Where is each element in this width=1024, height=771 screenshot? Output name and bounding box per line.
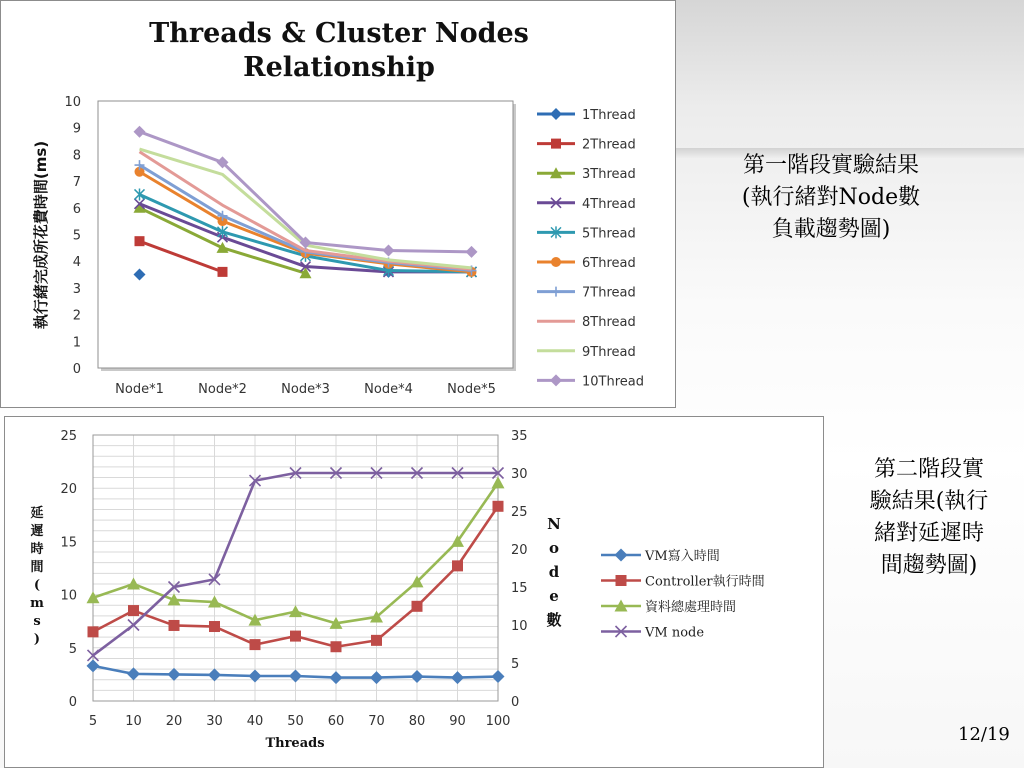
- data-point: [169, 620, 180, 631]
- stage2-note-line: 第二階段實: [873, 457, 984, 482]
- y2-tick-label: 15: [511, 581, 528, 596]
- legend-label: 6Thread: [582, 256, 636, 271]
- x-tick-label: 90: [449, 714, 466, 729]
- y-axis-label-char: ): [33, 632, 41, 647]
- data-point: [128, 605, 139, 616]
- y-tick-label: 10: [64, 95, 81, 110]
- y-tick-label: 20: [60, 482, 77, 498]
- x-tick-label: 70: [368, 714, 385, 729]
- data-point: [209, 621, 220, 632]
- y-axis-label-char: s: [33, 614, 41, 629]
- chart-threads-nodes: [0, 0, 676, 408]
- y-axis-label: 執行緒完成所花費時間(ms): [32, 140, 50, 330]
- legend-marker: [615, 549, 628, 562]
- x-tick-label: Node*4: [364, 382, 413, 397]
- plot-area: [98, 101, 513, 368]
- y-tick-label: 6: [72, 201, 81, 217]
- y-tick-label: 2: [72, 308, 81, 324]
- legend-label: 3Thread: [582, 167, 636, 183]
- y2-axis-label-char: d: [548, 563, 560, 581]
- legend-label: 資料總處理時間: [645, 600, 737, 615]
- y-tick-label: 10: [60, 588, 77, 604]
- legend-label: 1Thread: [582, 108, 636, 123]
- data-point: [493, 501, 504, 512]
- stage1-note-line: 負載趨勢圖): [771, 217, 891, 242]
- stage2-note-line: 驗結果(執行: [869, 489, 989, 514]
- data-point: [218, 267, 228, 277]
- data-point: [289, 605, 302, 617]
- y-tick-label: 1: [72, 335, 81, 351]
- y2-tick-label: 35: [511, 429, 528, 444]
- y-tick-label: 25: [60, 429, 77, 444]
- legend-label: 8Thread: [582, 315, 636, 331]
- legend-label: 5Thread: [582, 226, 636, 242]
- y2-tick-label: 30: [511, 467, 528, 482]
- x-axis-label: Threads: [265, 736, 325, 751]
- y2-axis-label-char: N: [547, 515, 561, 533]
- legend-marker: [551, 139, 561, 149]
- data-point: [290, 631, 301, 642]
- x-tick-label: Node*3: [281, 382, 330, 397]
- y-tick-label: 0: [68, 695, 77, 710]
- y-tick-label: 7: [72, 175, 81, 191]
- data-point: [370, 671, 383, 684]
- data-point: [452, 560, 463, 571]
- legend-marker: [550, 374, 562, 386]
- data-point: [87, 659, 100, 672]
- y-axis-label-char: 時: [30, 542, 44, 557]
- legend-marker: [551, 257, 561, 267]
- stage2-note-line: 緒對延遲時: [873, 521, 984, 546]
- legend-label: VM寫入時間: [645, 549, 720, 564]
- x-tick-label: 10: [125, 714, 142, 729]
- chart1-svg: [1, 1, 675, 407]
- stage1-note-line: 第一階段實驗結果: [742, 153, 919, 178]
- data-point: [289, 669, 302, 682]
- x-tick-label: Node*1: [115, 382, 164, 397]
- y-tick-label: 4: [72, 255, 81, 271]
- data-point: [330, 671, 343, 684]
- x-tick-label: 20: [165, 714, 183, 729]
- data-point: [249, 669, 262, 682]
- page-number: 12/19: [958, 724, 1010, 745]
- y-tick-label: 8: [72, 148, 81, 164]
- chart-title: Relationship: [243, 52, 435, 83]
- y-axis-label-char: m: [30, 596, 44, 611]
- y2-tick-label: 10: [511, 619, 528, 634]
- chart-latency: [4, 416, 824, 768]
- y-tick-label: 5: [72, 228, 81, 244]
- data-point: [88, 626, 99, 637]
- legend-label: 2Thread: [582, 137, 636, 153]
- legend-label: 10Thread: [582, 374, 644, 390]
- legend-label: 7Thread: [582, 285, 636, 301]
- x-tick-label: 80: [408, 714, 426, 729]
- legend-label: Controller執行時間: [645, 574, 765, 590]
- x-tick-label: 5: [88, 714, 98, 729]
- x-tick-label: 60: [327, 714, 345, 729]
- y-axis-label-char: 延: [30, 506, 44, 521]
- y-tick-label: 3: [72, 281, 81, 297]
- y2-axis-label-char: o: [548, 539, 560, 557]
- y2-axis-label-char: e: [549, 587, 559, 605]
- legend-marker: [551, 287, 561, 297]
- legend-marker: [550, 108, 562, 120]
- data-point: [411, 670, 424, 683]
- x-tick-label: Node*5: [447, 382, 496, 397]
- x-tick-label: Node*2: [198, 382, 247, 397]
- y2-tick-label: 5: [511, 657, 520, 672]
- y2-tick-label: 25: [511, 505, 528, 520]
- data-point: [492, 670, 505, 683]
- x-tick-label: 30: [206, 714, 223, 729]
- data-point: [451, 671, 464, 684]
- legend-label: 4Thread: [582, 196, 636, 212]
- legend-marker: [616, 575, 627, 586]
- stage2-note-line: 間趨勢圖): [880, 553, 978, 578]
- data-point: [371, 635, 382, 646]
- y2-tick-label: 20: [511, 543, 528, 558]
- chart-title: Threads & Cluster Nodes: [149, 18, 529, 49]
- y-axis-label-char: 遲: [30, 524, 44, 539]
- y-axis-label-char: (: [33, 578, 41, 593]
- x-tick-label: 100: [485, 714, 511, 729]
- stage2-note: [836, 454, 1022, 582]
- legend-label: 9Thread: [582, 344, 636, 360]
- y2-axis-label-char: 數: [546, 611, 562, 629]
- y-tick-label: 9: [72, 121, 81, 137]
- stage1-note-line: (執行緒對Node數: [741, 185, 921, 210]
- y-tick-label: 0: [72, 362, 81, 377]
- stage1-note: [706, 150, 956, 246]
- y2-tick-label: 0: [511, 695, 520, 710]
- chart2-svg: [5, 417, 823, 767]
- x-tick-label: 40: [246, 714, 264, 729]
- x-tick-label: 50: [287, 714, 304, 729]
- data-point: [135, 236, 145, 246]
- legend-label: VM node: [645, 625, 705, 641]
- data-point: [168, 668, 181, 681]
- data-point: [331, 641, 342, 652]
- data-point: [250, 639, 261, 650]
- data-point: [412, 601, 423, 612]
- y-axis-label-char: 間: [30, 560, 44, 575]
- y-tick-label: 5: [68, 641, 77, 657]
- y-tick-label: 15: [60, 535, 77, 551]
